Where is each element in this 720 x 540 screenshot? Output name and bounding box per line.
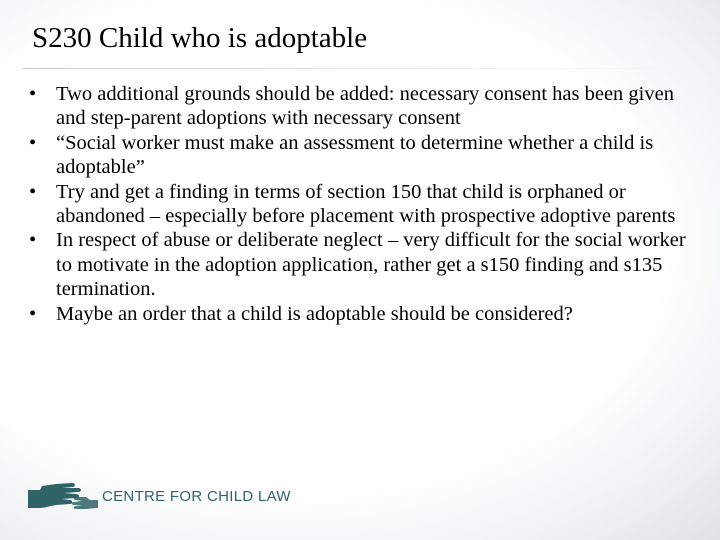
- bullet-glyph: •: [29, 83, 37, 105]
- bullet-glyph: •: [29, 229, 37, 252]
- bullet-item: [24, 131, 694, 180]
- bullet-item: [24, 302, 694, 326]
- bullet-glyph: •: [29, 302, 37, 325]
- title-divider: [22, 68, 682, 69]
- bullet-item: [24, 180, 694, 229]
- bullet-list: [24, 82, 694, 326]
- hands-icon: [26, 478, 100, 514]
- bullet-glyph: •: [29, 180, 37, 203]
- bullet-text: In respect of abuse or deliberate neglect – very difficult for the social worker to motivate in the adoption application, rather get a s150 finding and s135 termination.: [56, 229, 686, 301]
- bullet-text: Maybe an order that a child is adoptable should be considered?: [56, 302, 573, 325]
- bullet-item: [24, 228, 694, 301]
- slide-title: S230 Child who is adoptable: [32, 22, 368, 54]
- logo-text: CENTRE FOR CHILD LAW: [102, 487, 291, 505]
- bullet-text: Two additional grounds should be added: necessary consent has been given and step-parent adoptions with necessary consent: [56, 83, 674, 130]
- centre-for-child-law-logo: [26, 476, 291, 516]
- bullet-glyph: •: [29, 131, 37, 154]
- bullet-text: “Social worker must make an assessment to determine whether a child is adoptable”: [56, 131, 654, 179]
- bullet-text: Try and get a finding in terms of section 150 that child is orphaned or abandoned – especially before placement with prospective adoptive parents: [56, 180, 676, 228]
- bullet-item: [24, 82, 694, 131]
